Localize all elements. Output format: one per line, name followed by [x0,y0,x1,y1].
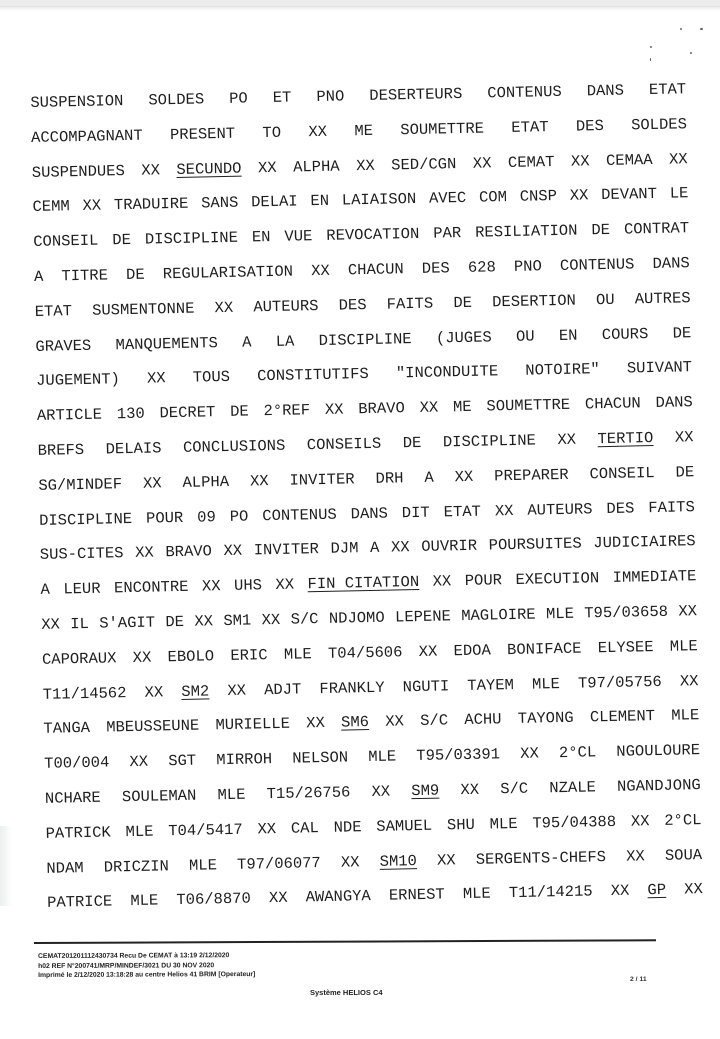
word: XX [306,714,326,733]
word: T00/004 [44,753,110,773]
word: XX [194,612,214,631]
word: XX [569,186,589,206]
word: S/C [500,779,529,799]
word: MLE [669,636,698,656]
word: XX [324,400,344,420]
footer-print-line: Imprimé le 2/12/2020 13:18:28 au centre Helios 41 BRIM [Operateur] [38,971,256,979]
word: EBOLO [167,647,215,666]
word: SOUMETTRE [400,119,485,140]
word: DISCIPLINE [442,431,537,452]
transmission-footer [38,949,658,980]
word: XX [275,575,295,595]
word: XX [610,881,630,901]
word: DE [672,323,692,343]
word: A [40,580,51,600]
word: LEPENE [394,607,452,627]
word: DESERTEURS [369,84,463,105]
word: ERIC [230,645,268,665]
word: PNO [513,257,543,276]
word: AUTEURS [527,499,593,520]
word: XX [144,682,164,702]
word: XX [520,744,539,764]
message-body [30,72,703,921]
word: CONSEIL [589,463,655,484]
word: T95/04388 [532,812,617,833]
word: CONTENUS [487,82,562,103]
word: IL [70,614,90,634]
word: "INCONDUITE [395,362,499,383]
word: 130 [116,404,145,424]
word: XX [257,819,277,839]
word: XX [668,149,688,169]
word: T04/5417 [168,820,243,840]
word: REGULARISATION [162,262,294,284]
word: DIT [401,503,430,522]
word: DE [591,221,611,240]
underlined-word: FIN CITATION [307,573,420,594]
word: IMMEDIATE [612,567,697,588]
word: CEMAT [507,152,555,172]
word: T15/26756 [266,783,351,804]
word: CONSEILS [306,434,382,455]
word: ADJT [263,679,302,699]
word: CNSP [519,187,558,207]
word: DECRET [159,403,216,423]
word: MLE [671,706,700,726]
word: XX [146,369,166,388]
word: ME [354,121,374,141]
word: (JUGES [435,327,492,348]
word: MLE [545,604,575,624]
word: NDAM [46,858,84,878]
word: DE [229,402,249,422]
word: XX [454,467,474,486]
word: DES [606,499,635,518]
word: TRADUIRE [113,195,189,215]
word: MLE [217,785,246,805]
word: S/C [290,610,319,629]
word: POURSUITES [488,534,582,555]
word: PRESENT [169,124,236,144]
word: A [241,332,252,352]
word: T95/03391 [416,745,501,766]
word: VUE [284,227,313,246]
word: DISCIPLINE [144,228,239,249]
word: XX [385,712,405,732]
word: DANS [652,254,690,273]
word: DANS [350,504,389,523]
word: BRAVO [358,399,405,419]
word: XX [129,752,149,772]
word: 628 [467,258,496,277]
word: LAIAISON [341,190,417,210]
word: CLEMENT [589,707,656,727]
word: DRICZIN [103,856,170,877]
word: MLE [283,644,312,664]
word: T11/14562 [42,683,127,704]
word: DE [675,462,695,482]
underlined-word: SM6 [340,713,370,732]
word: OUVRIR [421,537,478,557]
word: FRANKLY [319,678,385,698]
word: NGANDJONG [616,776,701,796]
word: MIRROH [216,750,273,770]
word: EXECUTION [515,569,600,590]
word: T04/5606 [327,643,403,663]
word: INVITER [289,470,355,490]
word: ACCOMPAGNANT [30,126,143,147]
word: SOUMETTRE [486,395,571,416]
word: DEVANT [600,185,658,205]
word: XX [82,196,102,216]
word: DES [421,259,450,278]
word: TITRE [61,266,109,286]
word: S'AGIT [99,613,156,633]
word: MANQUEMENTS [115,333,219,354]
word: NOTOIRE" [525,360,600,381]
word: SANS [200,194,239,213]
word: XX [625,846,645,866]
word: DANS [586,81,625,101]
word: XX [390,538,410,557]
word: EN [310,192,330,211]
word: ETAT [511,117,549,137]
word: BREFS [37,440,85,460]
word: 09 [197,507,217,527]
word: XX [41,615,61,634]
word: OU [515,327,535,346]
word: LEUR [63,579,101,599]
word: ETAT [443,502,482,521]
word: DISCIPLINE [38,509,133,530]
word: SOULEMAN [121,786,197,807]
word: CONTRAT [623,219,690,239]
word: XX [132,648,152,667]
word: AVEC [428,189,467,209]
word: SED/CGN [391,154,457,175]
word: XX [310,261,330,281]
word: MLE [125,822,154,841]
word: A [33,267,44,286]
word: SHU [446,815,476,835]
word: PREPARER [493,465,569,486]
word: PO [229,507,249,526]
word: ET [272,88,292,107]
word: FAITS [386,294,434,314]
word: XX [557,430,577,449]
word: S/C [419,711,449,731]
word: ERNEST [388,885,445,905]
footer-receipt-line: CEMAT201201112430734 Recu De CEMAT à 13:19 2/12/2020 [38,952,230,960]
word: TAYONG [517,709,574,729]
word: ETAT [34,301,73,321]
word: SUS-CITES [39,544,124,565]
word: DJM [330,539,359,559]
word: DE [165,612,185,632]
word: SUSPENSION [30,92,124,112]
word: MLE [368,747,397,767]
word: SGT [168,751,197,771]
word: UHS [233,576,263,595]
word: DE [125,265,145,285]
word: XX [684,880,704,899]
word: SUIVANT [626,358,693,378]
word: XX [223,542,243,561]
word: XX [630,811,650,831]
word: PATRICE [46,892,113,913]
word: REVOCATION [326,225,420,246]
word: SOUA [664,845,703,865]
word: MLE [489,814,518,834]
underlined-word: TERTIO [597,428,654,449]
word: XX [134,543,154,563]
word: XX [371,782,391,801]
word: CONTENUS [559,255,635,275]
word: NGUTI [402,676,450,696]
word: XX [436,850,456,870]
word: AUTRES [634,288,691,309]
word: COURS [601,324,649,344]
word: AWANGYA [305,887,371,907]
word: MLE [462,884,491,904]
word: ACHU [464,710,502,730]
underlined-word: SECUNDO [176,159,242,179]
word: BRAVO [165,542,213,562]
word: CONSTITUTIFS [256,365,369,386]
word: CHACUN [347,260,404,280]
word: T97/06077 [236,853,321,874]
word: XX [214,298,234,317]
word: SAMUEL [376,816,433,836]
word: JUDICIAIRES [593,532,696,553]
footer-reference-line: h02 REF N°200741/MRP/MINDEF/3021 DU 30 NOV 2020 [38,961,215,970]
word: SOLDES [630,115,688,135]
word: RESILIATION [474,221,578,242]
word: ELYSEE [597,637,654,657]
underlined-word: SM10 [379,851,418,871]
underlined-word: GP [647,881,667,900]
word: OU [595,290,615,309]
word: EN [251,228,271,247]
word: XX [261,610,281,630]
word: T97/05756 [577,672,662,693]
word: MLE [188,855,218,875]
word: SERGENTS-CHEFS [475,847,607,869]
word: 2°CL [664,810,702,830]
word: DES [575,116,604,136]
word: JUGEMENT) [35,370,121,391]
word: XX [570,151,590,171]
word: A [369,539,380,558]
word: DE [453,293,473,312]
word: 2°CL [558,743,597,763]
word: PO [228,89,248,108]
word: GRAVES [35,336,92,356]
word: NDJOMO [328,608,385,628]
word: XX [472,153,492,173]
word: TOUS [192,368,231,388]
page-number: 2 / 11 [630,976,647,983]
word: ETAT [648,80,687,100]
word: XX [268,889,288,908]
word: ALPHA [182,472,230,492]
word: POUR [464,571,503,591]
word: NZALE [549,778,597,798]
word: XX [227,681,247,700]
footer-divider [34,939,656,944]
word: SG/MINDEF [38,474,123,495]
word: COM [478,188,508,208]
word: AUTEURS [253,296,319,317]
word: SM1 [223,611,252,631]
word: A [424,468,434,487]
word: XX [249,471,269,491]
word: LA [275,332,295,351]
word: NELSON [292,748,349,768]
word: NDE [333,817,362,837]
word: CONSEIL [33,231,99,252]
word: MURIELLE [215,715,291,735]
word: ENCONTRE [113,577,189,598]
word: MLE [531,674,561,694]
word: XX [679,671,699,691]
word: CONTENUS [262,505,337,525]
word: PATRICK [45,823,111,843]
word: DISCIPLINE [318,329,412,350]
word: MAGLOIRE [461,605,536,626]
word: CEMM [32,197,70,217]
word: T06/8870 [176,889,251,910]
system-label: Système HELIOS C4 [310,988,383,997]
word: DELAIS [105,439,162,459]
word: XX [308,122,328,141]
word: T11/14215 [508,882,593,903]
word: SUSPENDUES [31,161,125,182]
word: CAL [290,818,320,838]
word: ME [452,397,472,417]
underlined-word: SM2 [181,681,210,701]
word: DESERTION [491,291,577,312]
word: EN [558,326,578,345]
word: EDOA [453,641,491,661]
word: PNO [316,87,345,107]
word: XX [460,780,480,800]
word: CONCLUSIONS [182,436,286,457]
word: MBEUSSEUNE [106,716,200,737]
word: FAITS [648,497,696,517]
word: DELAI [250,192,298,212]
document-page [0,6,720,1039]
word: DE [402,433,422,453]
word: XX [141,160,161,180]
word: SUSMENTONNE [91,299,195,320]
word: CEMAA [605,150,653,170]
word: XX [678,602,698,621]
word: XX [418,642,438,661]
word: ALPHA [292,157,340,177]
word: TAYEM [467,675,515,695]
word: PAR [433,224,462,243]
scan-shadow [0,826,12,906]
word: 2°REF [263,401,311,421]
word: XX [257,158,277,177]
word: TANGA [43,719,91,739]
word: XX [142,474,162,493]
word: DRH [375,469,404,488]
word: XX [674,428,694,447]
word: CAPORAUX [41,649,117,669]
word: CHACUN [584,394,641,414]
word: DES [338,295,367,315]
word: T95/03658 [584,602,669,623]
word: XX [201,577,221,596]
word: MLE [130,891,159,911]
word: LE [669,184,689,204]
word: XX [419,398,439,418]
word: TO [262,123,282,142]
word: NGOULOURE [616,741,701,762]
underlined-word: SM9 [411,781,440,801]
word: NCHARE [44,788,101,808]
word: BONIFACE [506,639,582,659]
word: XX [432,572,452,591]
word: XX [340,852,360,872]
word: INVITER [253,540,320,560]
word: SOLDES [148,90,205,110]
word: DE [112,231,132,250]
word: XX [355,156,375,175]
word: DANS [655,393,693,413]
word: POUR [145,508,184,528]
word: XX [494,501,514,520]
word: ARTICLE [36,405,103,426]
